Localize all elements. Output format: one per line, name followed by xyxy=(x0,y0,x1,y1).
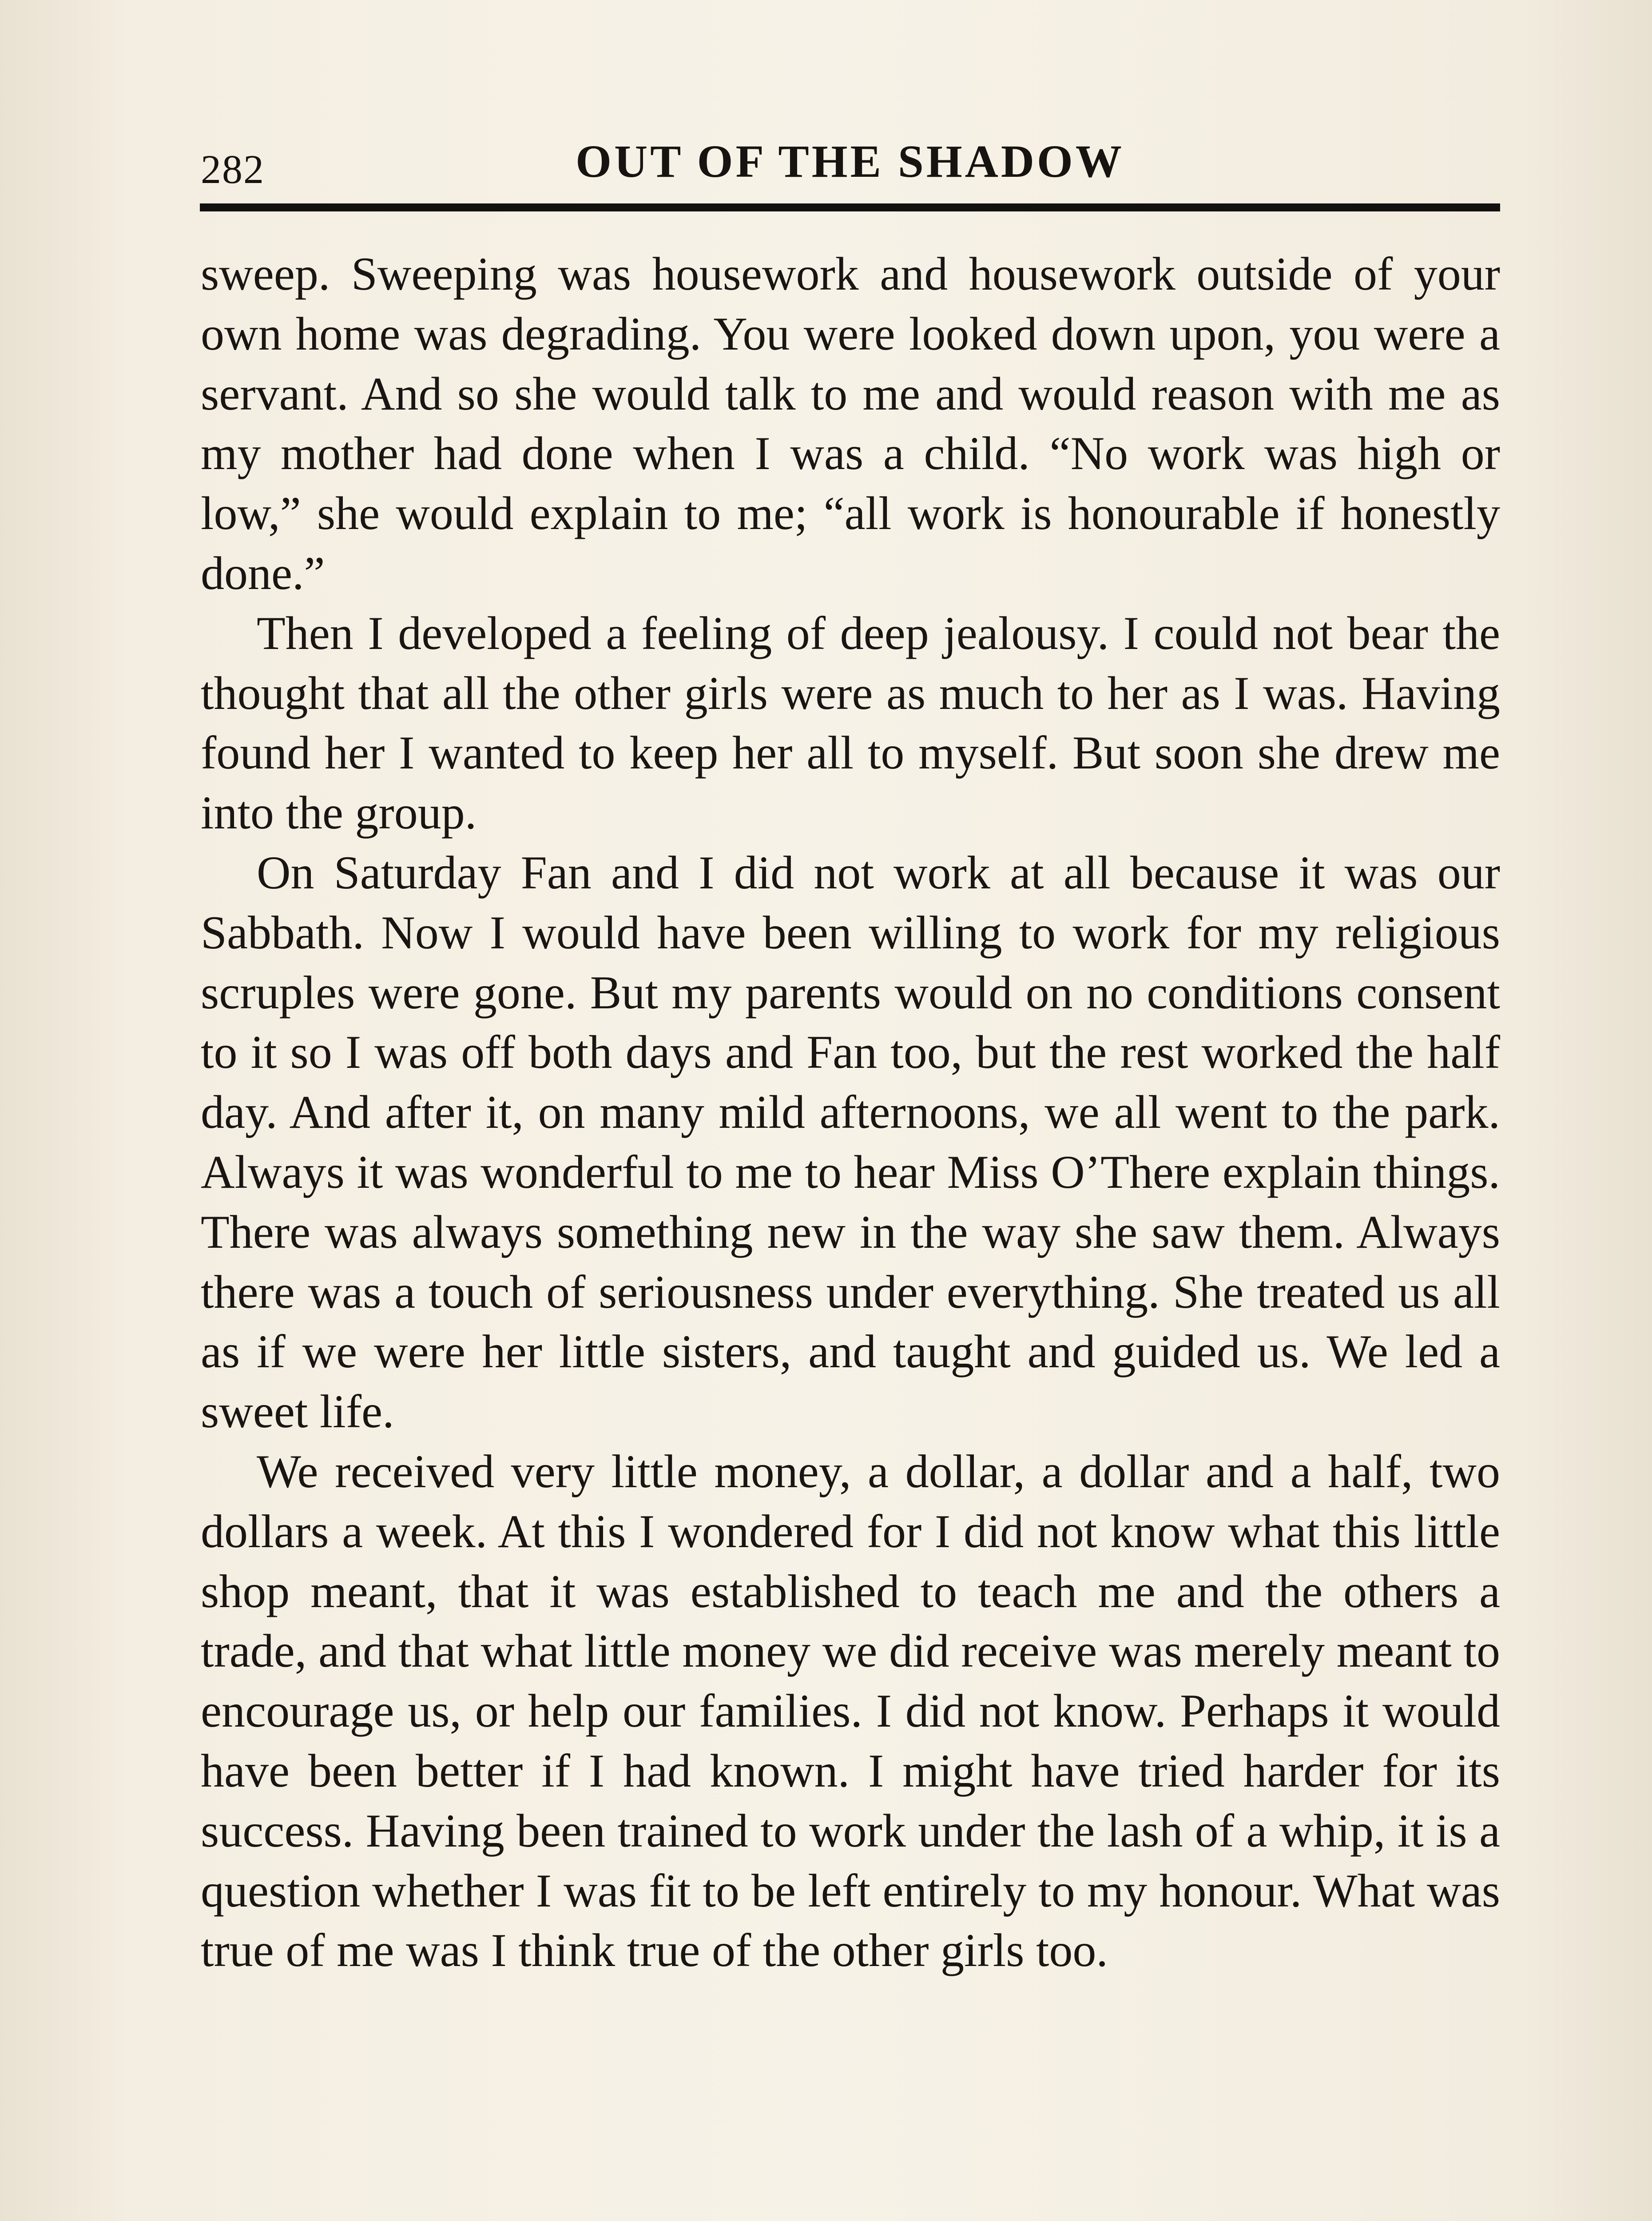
header-rule xyxy=(200,203,1500,211)
paragraph-4: We received very little money, a dollar, a dollar and a half, two dollars a week. At this I wondered for I did not know what this little shop meant, that it was established to teach me and the others a trade, and that what little money we did receive was merely meant to encourage us, or help our families. I did not know. Perhaps it would have been better if I had known. I might have tried harder for its success. Having been trained to work under the lash of a whip, it is a question whether I was fit to be left entirely to my honour. What was true of me was I think true of the other girls too. xyxy=(201,1445,1500,1977)
page-number: 282 xyxy=(201,147,265,192)
page-header xyxy=(201,128,1499,195)
paragraph-1: sweep. Sweeping was housework and housework outside of your own home was degrading. You were looked down upon, you were a servant. And so she would talk to me and would reason with me as my mother had done when I was a child. “No work was high or low,” she would explain to me; “all work is honourable if honestly done.” xyxy=(201,248,1500,599)
paragraph-2: Then I developed a feeling of deep jealousy. I could not bear the thought that all the other girls were as much to her as I was. Having found her I wanted to keep her all to myself. But soon she drew me into the group. xyxy=(201,607,1500,839)
page-body xyxy=(201,244,1500,1981)
running-title: OUT OF THE SHADOW xyxy=(576,136,1124,187)
paragraph-3: On Saturday Fan and I did not work at all because it was our Sabbath. Now I would have been willing to work for my religious scruples were gone. But my parents would on no conditions consent to it so I was off both days and Fan too, but the rest worked the half day. And after it, on many mild afternoons, we all went to the park. Always it was wonderful to me to hear Miss O’There explain things. There was always something new in the way she saw them. Always there was a touch of seriousness under everything. She treated us all as if we were her little sisters, and taught and guided us. We led a sweet life. xyxy=(201,846,1500,1438)
